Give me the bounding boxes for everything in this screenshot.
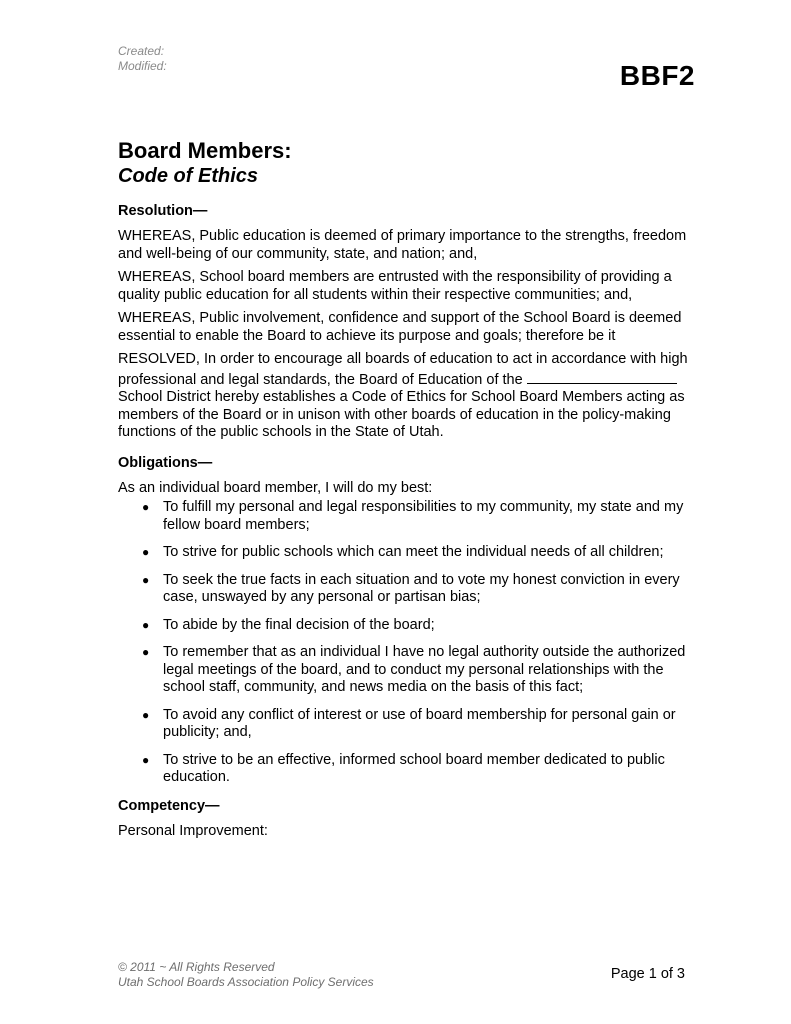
district-name-blank: [527, 369, 677, 384]
list-item: ● To seek the true facts in each situation and to vote my honest conviction in every case, unswayed by any personal or partisan bias;: [142, 571, 680, 605]
whereas-paragraph: WHEREAS, Public involvement, confidence and support of the School Board is deemed essential to enable the Board to achieve its purpose and goals; therefore be it: [118, 310, 682, 344]
document-body: [118, 138, 698, 846]
resolved-text-part2: School District hereby establishes a Code of Ethics for School Board Members acting as members of the Board or in unison with other boards of education in the policy-making functions of the public schools in the State of Utah.: [118, 389, 685, 440]
whereas-paragraph: WHEREAS, School board members are entrusted with the responsibility of providing a quality public education for all students within their respective communities; and,: [118, 269, 672, 303]
document-subtitle: Code of Ethics: [118, 165, 259, 187]
resolution-heading: Resolution—: [118, 203, 208, 219]
whereas-paragraph: WHEREAS, Public education is deemed of primary importance to the strengths, freedom and well-being of our community, state, and nation; and,: [118, 228, 687, 262]
copyright-text: © 2011 ~ All Rights Reserved: [118, 960, 275, 974]
resolved-text-part1: RESOLVED, In order to encourage all boards of education to act in accordance with high professional and legal standards, the Board of Education of the: [118, 351, 688, 388]
obligations-list: [118, 499, 698, 787]
bullet-icon: ●: [142, 500, 150, 514]
competency-subheading: Personal Improvement:: [118, 822, 268, 839]
page-number: Page 1 of 3: [610, 966, 685, 982]
obligations-heading: Obligations—: [118, 454, 213, 471]
bullet-icon: ●: [142, 752, 150, 767]
competency-heading: Competency—: [118, 797, 220, 814]
bullet-icon: ●: [142, 572, 150, 587]
list-item: ● To strive to be an effective, informed school board member dedicated to public education.: [142, 751, 665, 785]
organization-text: Utah School Boards Association Policy Services: [118, 975, 374, 989]
obligations-intro: As an individual board member, I will do my best:: [118, 479, 433, 496]
document-metadata: [118, 44, 167, 74]
bullet-icon: ●: [142, 645, 150, 659]
list-item: ● To remember that as an individual I have no legal authority outside the authorized legal meetings of the board, and to conduct my personal relationships with the school staff, community, and news media on the basis of this fact;: [142, 644, 686, 695]
created-label: Created:: [118, 44, 165, 58]
policy-code: BBF2: [619, 60, 695, 91]
resolved-paragraph: [118, 351, 698, 442]
footer-copyright: [118, 960, 374, 990]
bullet-icon: ●: [142, 707, 150, 722]
bullet-icon: ●: [142, 545, 150, 559]
list-item: ● To strive for public schools which can meet the individual needs of all children;: [142, 544, 664, 560]
list-item: ● To fulfill my personal and legal responsibilities to my community, my state and my fellow board members;: [142, 499, 684, 533]
list-item: ● To avoid any conflict of interest or use of board membership for personal gain or publicity; and,: [142, 706, 676, 740]
document-title: Board Members:: [118, 138, 292, 163]
bullet-icon: ●: [142, 617, 150, 632]
modified-label: Modified:: [118, 59, 167, 73]
list-item: ● To abide by the final decision of the board;: [142, 616, 435, 633]
